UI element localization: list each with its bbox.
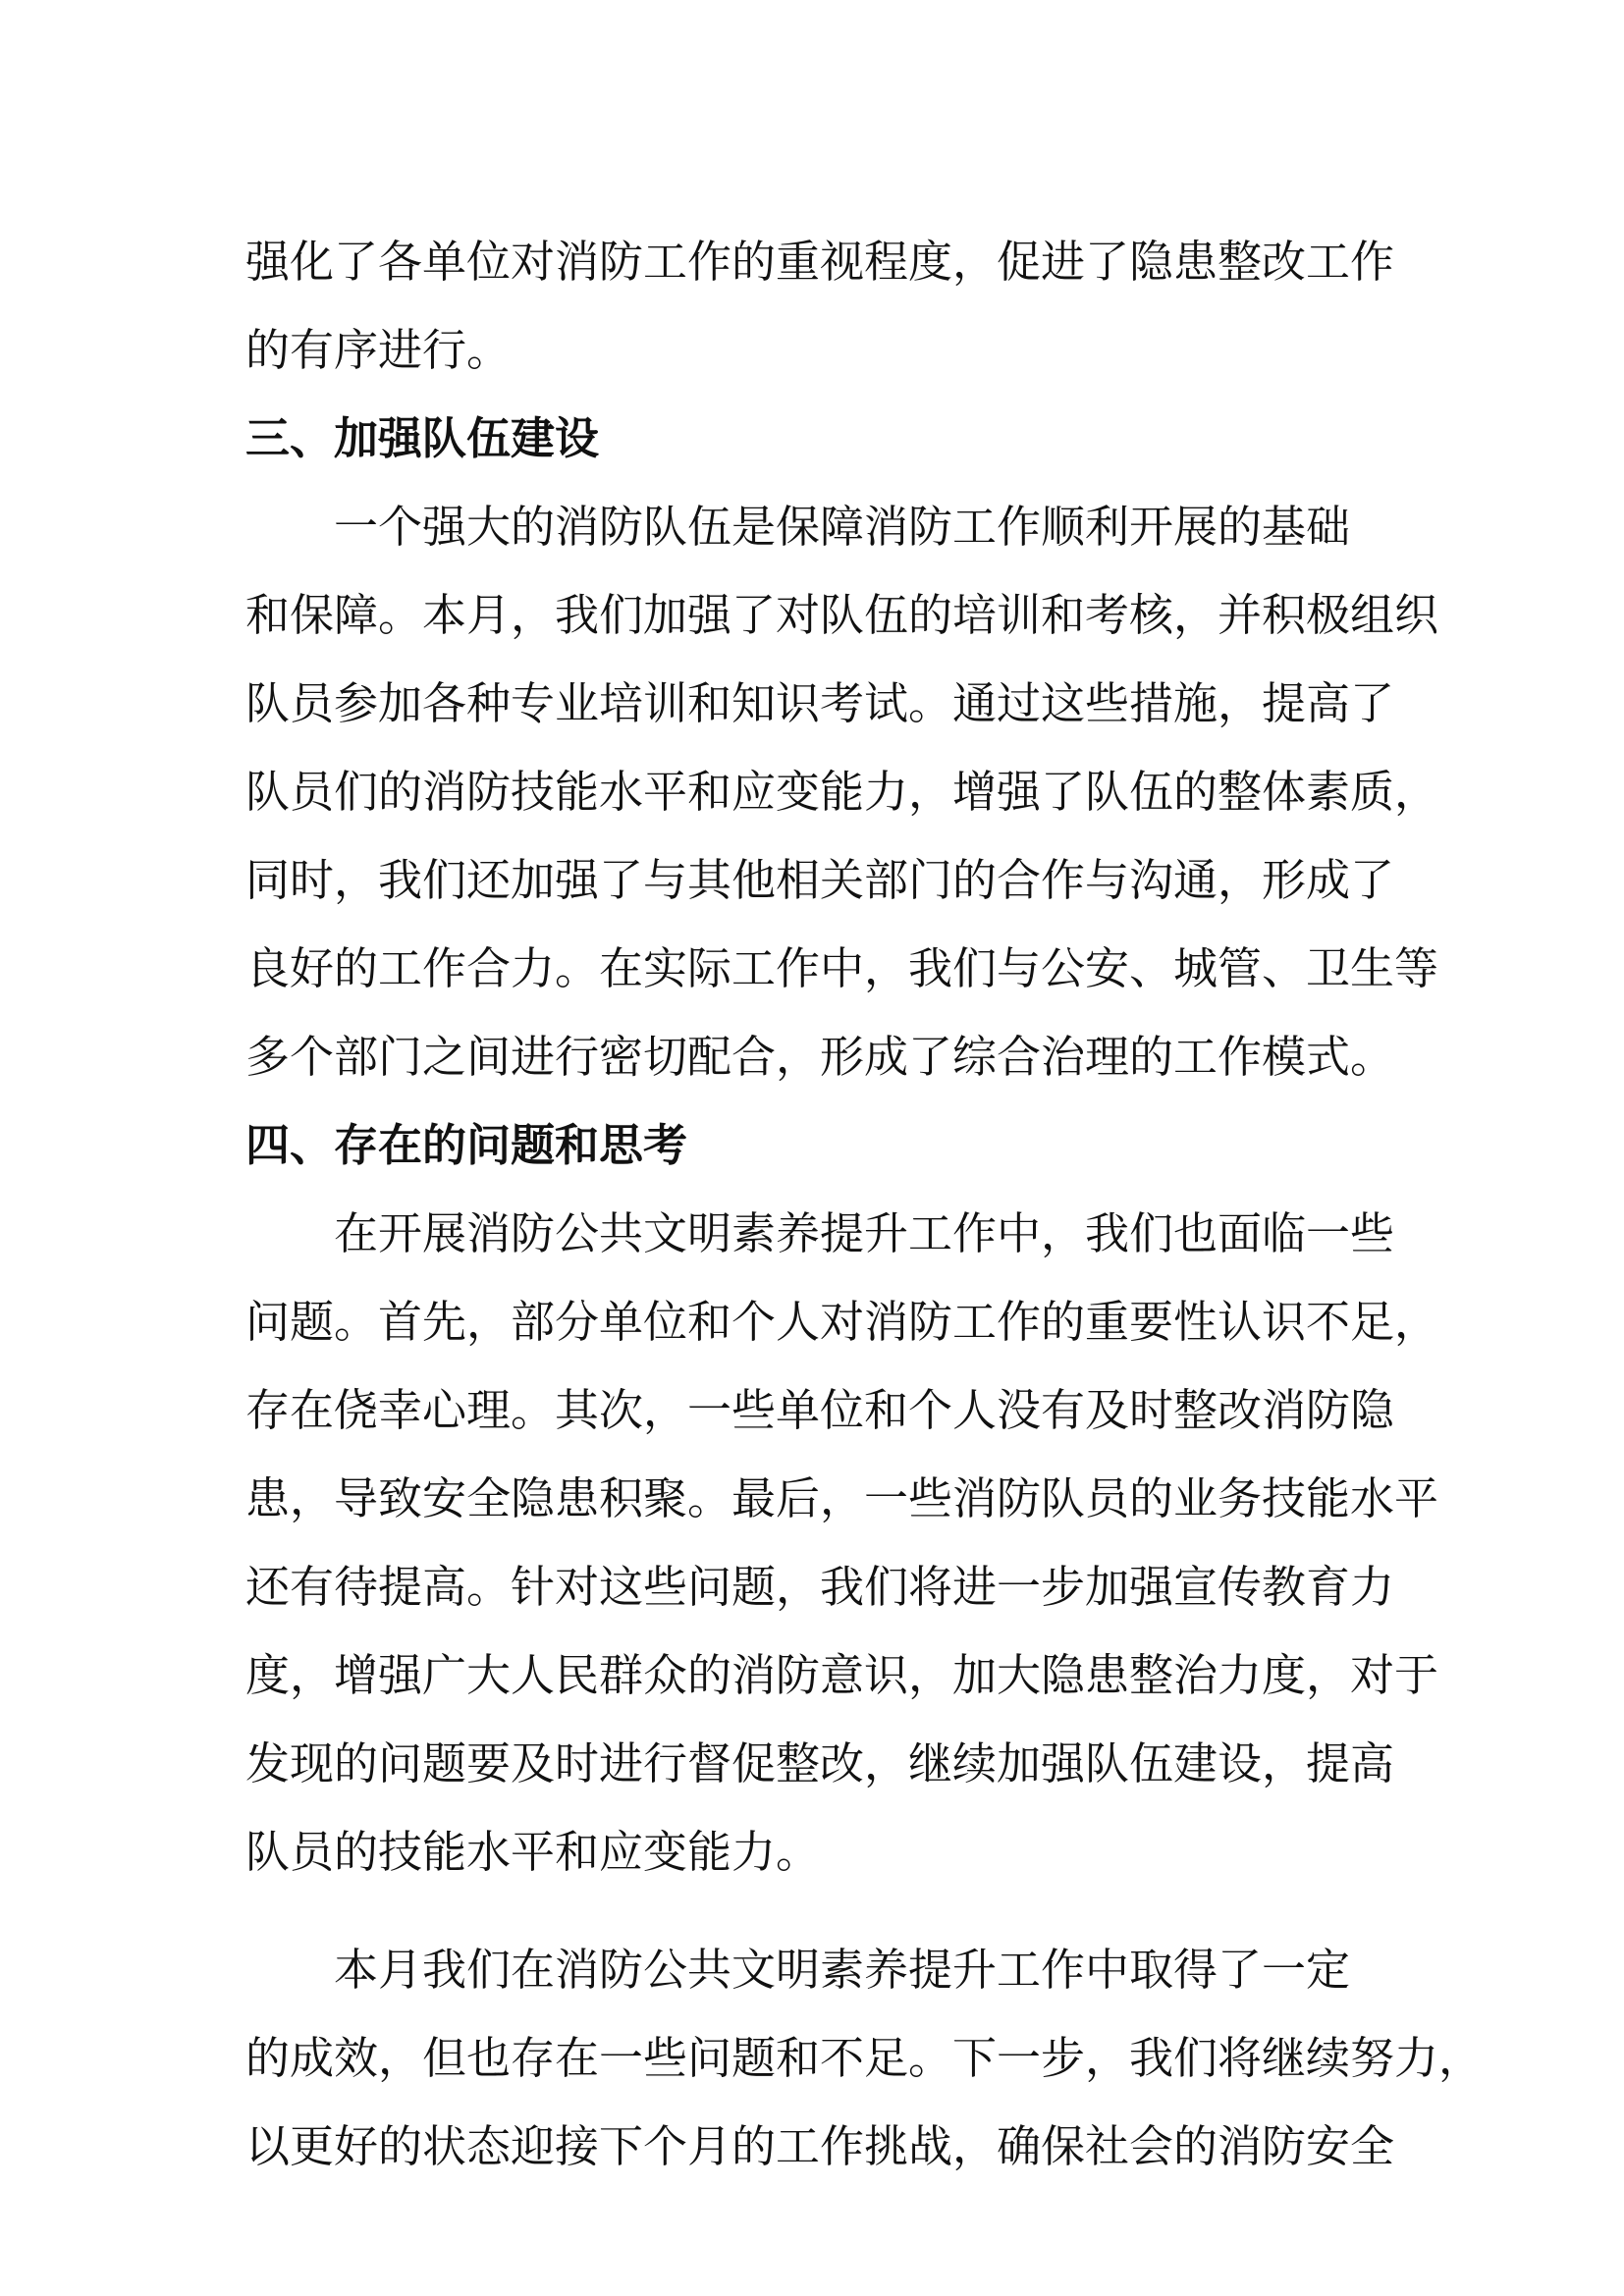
paragraph-team-building <box>245 483 1439 1101</box>
text-line: 队员的技能水平和应变能力。 <box>245 1826 821 1878</box>
text-line: 度，增强广大人民群众的消防意识，加大隐患整治力度，对于 <box>245 1649 1439 1701</box>
text-line: 患，导致安全隐患积聚。最后，一些消防队员的业务技能水平 <box>245 1472 1439 1524</box>
text-line: 发现的问题要及时进行督促整改，继续加强队伍建设，提高 <box>245 1737 1395 1789</box>
text-line: 在开展消防公共文明素养提升工作中，我们也面临一些 <box>334 1207 1395 1259</box>
text-line: 良好的工作合力。在实际工作中，我们与公安、城管、卫生等 <box>245 942 1439 994</box>
paragraph-spacer <box>245 1896 1404 1926</box>
text-line: 队员参加各种专业培训和知识考试。通过这些措施，提高了 <box>245 677 1395 729</box>
section-heading-team-building: 三、加强队伍建设 <box>245 412 600 464</box>
text-line: 一个强大的消防队伍是保障消防工作顺利开展的基础 <box>334 501 1351 553</box>
text-line: 问题。首先，部分单位和个人对消防工作的重要性认识不足， <box>245 1296 1439 1348</box>
paragraph-summary <box>245 1926 1484 2191</box>
text-line: 的成效，但也存在一些问题和不足。下一步，我们将继续努力， <box>245 2032 1484 2084</box>
paragraph-continuation <box>245 218 1404 395</box>
text-line: 的有序进行。 <box>245 324 512 376</box>
paragraph-problems <box>245 1190 1439 1896</box>
text-line: 队员们的消防技能水平和应变能力，增强了队伍的整体素质， <box>245 766 1439 818</box>
section-heading-problems: 四、存在的问题和思考 <box>245 1119 688 1171</box>
text-line: 强化了各单位对消防工作的重视程度，促进了隐患整改工作 <box>245 236 1395 288</box>
text-line: 以更好的状态迎接下个月的工作挑战，确保社会的消防安全 <box>245 2120 1395 2172</box>
text-line: 存在侥幸心理。其次，一些单位和个人没有及时整改消防隐 <box>245 1384 1395 1436</box>
text-line: 和保障。本月，我们加强了对队伍的培训和考核，并积极组织 <box>245 589 1439 641</box>
text-line: 多个部门之间进行密切配合，形成了综合治理的工作模式。 <box>245 1031 1395 1083</box>
text-line: 本月我们在消防公共文明素养提升工作中取得了一定 <box>334 1944 1351 1996</box>
text-line: 还有待提高。针对这些问题，我们将进一步加强宣传教育力 <box>245 1561 1395 1613</box>
text-line: 同时，我们还加强了与其他相关部门的合作与沟通，形成了 <box>245 854 1395 906</box>
document-body <box>245 218 1484 2191</box>
